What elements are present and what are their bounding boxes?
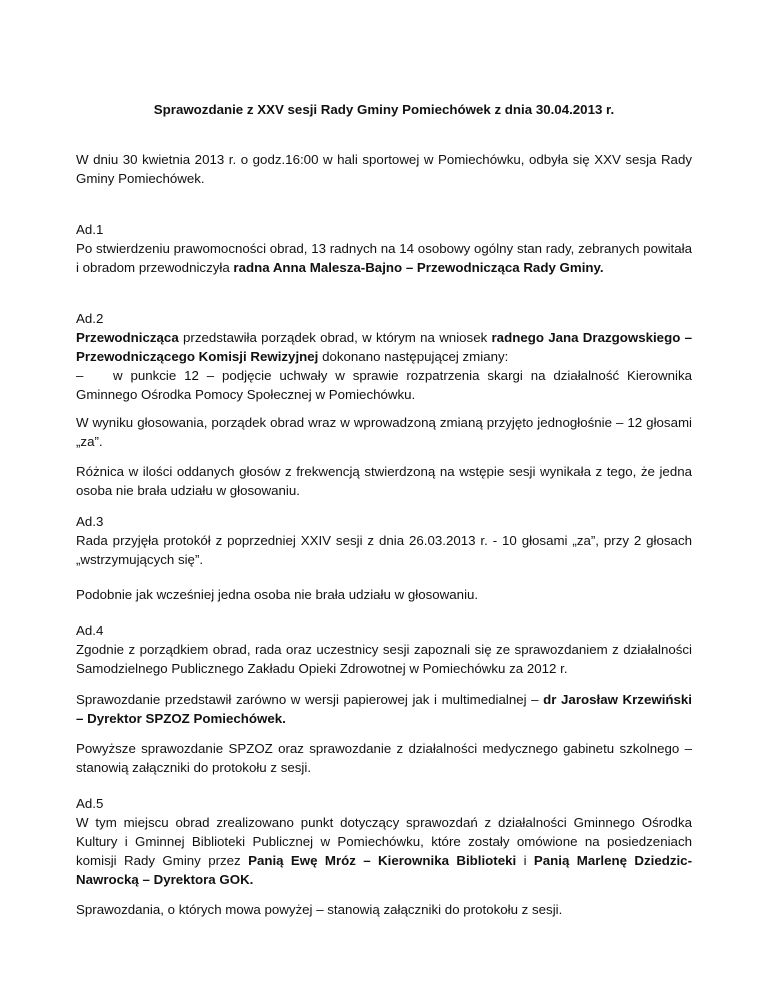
ad2-text2: dokonano następującej zmiany:: [318, 349, 509, 364]
ad2-vote: W wyniku głosowania, porządek obrad wraz w wprowadzoną zmianą przyjęto jednogłośnie – 12 głosami „za”.: [76, 415, 692, 449]
ad4-attach: Powyższe sprawozdanie SPZOZ oraz sprawozdanie z działalności medycznego gabinetu szkolnego – stanowią załączniki do protokołu z sesji.: [76, 741, 692, 775]
ad2-bold1: Przewodnicząca: [76, 330, 179, 345]
ad4-presented: [76, 690, 692, 728]
intro-paragraph: W dniu 30 kwietnia 2013 r. o godz.16:00 w hali sportowej w Pomiechówku, odbyła się XXV sesja Rady Gminy Pomiechówek.: [76, 152, 692, 186]
ad1-text: Po stwierdzeniu prawomocności obrad, 13 radnych na 14 osobowy ogólny stan rady, zebranych powitała i obradom przewodniczyła: [76, 241, 692, 275]
document-title: Sprawozdanie z XXV sesji Rady Gminy Pomiechówek z dnia 30.04.2013 r.: [153, 102, 615, 117]
ad5-heading: Ad.5: [76, 796, 104, 811]
ad1-heading: Ad.1: [76, 222, 104, 237]
dash-bullet: –: [76, 368, 84, 383]
ad2-bold2: radnego Jana Drazgowskiego – Przewodniczącego Komisji Rewizyjnej: [76, 330, 692, 364]
ad3-heading: Ad.3: [76, 514, 104, 529]
ad5-attach: Sprawozdania, o których mowa powyżej – stanowią załączniki do protokołu z sesji.: [76, 902, 563, 917]
ad2-diff: Różnica w ilości oddanych głosów z frekwencją stwierdzoną na wstępie sesji wynikała z tego, że jedna osoba nie brała udziału w głosowaniu.: [76, 464, 692, 498]
ad5-bold1: Panią Ewę Mróz – Kierownika Biblioteki: [248, 853, 517, 868]
ad2-paragraph: [76, 328, 692, 366]
ad4-presented-text: Sprawozdanie przedstawił zarówno w wersji papierowej jak i multimedialnej –: [76, 692, 544, 707]
ad1-bold: radna Anna Malesza-Bajno – Przewodnicząca Rady Gminy.: [233, 260, 604, 275]
ad4-text: Zgodnie z porządkiem obrad, rada oraz uczestnicy sesji zapoznali się ze sprawozdaniem z działalności Samodzielnego Publicznego Zakładu Opieki Zdrowotnej w Pomiechówku za 2012 r.: [76, 642, 692, 676]
ad4-presented-bold: dr Jarosław Krzewiński – Dyrektor SPZOZ Pomiechówek.: [76, 692, 692, 726]
ad5-bold2: Panią Marlenę Dziedzic-Nawrocką – Dyrektora GOK.: [76, 853, 692, 887]
ad5-text1: W tym miejscu obrad zrealizowano punkt dotyczący sprawozdań z działalności Gminnego Ośrodka Kultury i Gminnej Biblioteki Publicznej w Pomiechówku, które zostały omówione na posiedzeniach komisji Rady Gminy przez: [76, 815, 692, 868]
ad3-note: Podobnie jak wcześniej jedna osoba nie brała udziału w głosowaniu.: [76, 587, 479, 602]
ad1-paragraph: [76, 239, 692, 277]
ad2-text1: przedstawiła porządek obrad, w którym na wniosek: [178, 330, 492, 345]
ad2-item-text: w punkcie 12 – podjęcie uchwały w sprawie rozpatrzenia skargi na działalność Kierownika Gminnego Ośrodka Pomocy Społecznej w Pomiechówku.: [76, 368, 692, 402]
ad4-heading: Ad.4: [76, 623, 104, 638]
ad5-text2: i: [516, 853, 534, 868]
ad3-text: Rada przyjęła protokół z poprzedniej XXIV sesji z dnia 26.03.2013 r. - 10 głosami „za”, przy 2 głosach „wstrzymujących się”.: [76, 533, 692, 567]
ad2-heading: Ad.2: [76, 311, 104, 326]
ad5-paragraph: [76, 813, 692, 889]
ad2-list-item: [76, 366, 692, 404]
